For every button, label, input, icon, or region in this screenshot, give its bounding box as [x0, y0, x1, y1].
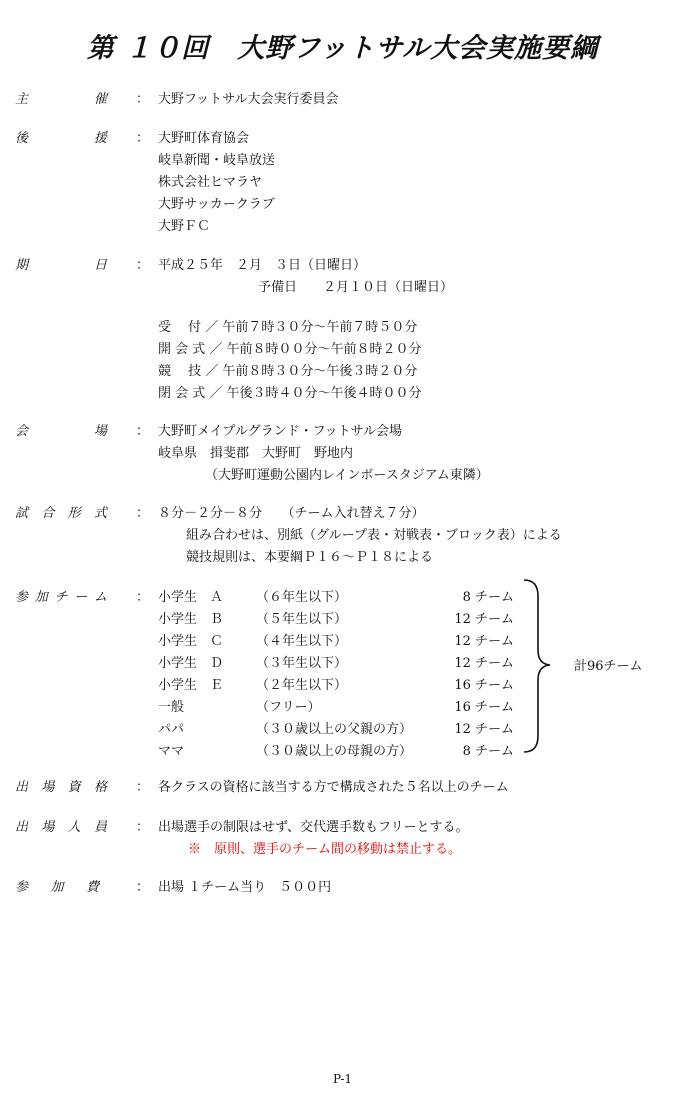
colon: ：: [136, 820, 150, 835]
venue-line: 岐阜県 揖斐郡 大野町 野地内: [158, 446, 354, 461]
schedule-line: 開 会 式 ／ 午前８時００分～午前８時２０分: [158, 342, 422, 357]
fee-value: 出場 １チーム当り ５００円: [158, 880, 332, 895]
brace-bracket: [520, 578, 564, 754]
date-reserve: 予備日 ２月１０日（日曜日）: [258, 280, 454, 295]
team-name: 小学生 Ｄ: [158, 656, 224, 671]
team-grade: （３年生以下）: [256, 656, 348, 671]
schedule-line: 閉 会 式 ／ 午後３時４０分～午後４時００分: [158, 386, 422, 401]
team-count: 12 チーム: [454, 656, 514, 671]
label-support: 後 援: [15, 131, 107, 146]
colon: ：: [136, 131, 150, 146]
colon: ：: [136, 880, 150, 895]
teams-total: 計96チーム: [574, 659, 643, 674]
team-count: 8 チーム: [462, 590, 514, 605]
colon: ：: [136, 92, 150, 107]
label-members: 出 場 人 員: [15, 820, 107, 835]
page-number: P-1: [332, 1072, 353, 1086]
format-line: 競技規則は、本要綱Ｐ１６～Ｐ１８による: [186, 550, 434, 565]
label-fee: 参 加 費: [15, 880, 99, 895]
team-count: 16 チーム: [454, 700, 514, 715]
colon: ：: [136, 424, 150, 439]
team-count: 12 チーム: [454, 612, 514, 627]
team-name: ママ: [158, 744, 185, 759]
date-main: 平成２５年 ２月 ３日（日曜日）: [158, 258, 367, 273]
page-title: 第 １０回 大野フットサル大会実施要綱: [86, 33, 599, 64]
team-grade: （３０歳以上の母親の方）: [256, 744, 413, 759]
team-count: 16 チーム: [454, 678, 514, 693]
team-grade: （６年生以下）: [256, 590, 348, 605]
label-date: 期 日: [15, 258, 107, 273]
team-grade: （４年生以下）: [256, 634, 348, 649]
venue-line: 大野町メイプルグランド・フットサル会場: [158, 424, 403, 439]
team-name: 小学生 Ｃ: [158, 634, 224, 649]
support-line: 大野町体育協会: [158, 131, 250, 146]
label-venue: 会 場: [15, 424, 107, 439]
colon: ：: [136, 590, 150, 605]
eligibility-value: 各クラスの資格に該当する方で構成された５名以上のチーム: [158, 780, 509, 795]
label-eligibility: 出 場 資 格: [15, 780, 107, 795]
format-line: 組み合わせは、別紙（グループ表・対戦表・ブロック表）による: [186, 528, 562, 543]
colon: ：: [136, 506, 150, 521]
team-name: 小学生 Ａ: [158, 590, 224, 605]
schedule-line: 競 技 ／ 午前８時３０分～午後３時２０分: [158, 364, 418, 379]
team-name: 一般: [158, 700, 185, 715]
host-value: 大野フットサル大会実行委員会: [158, 92, 339, 107]
support-line: 大野ＦＣ: [158, 219, 211, 234]
team-name: 小学生 Ｅ: [158, 678, 224, 693]
schedule-line: 受 付 ／ 午前７時３０分～午前７時５０分: [158, 320, 418, 335]
team-count: 12 チーム: [454, 634, 514, 649]
support-line: 大野サッカークラブ: [158, 197, 275, 212]
label-host: 主 催: [15, 92, 107, 107]
support-line: 岐阜新聞・岐阜放送: [158, 153, 276, 168]
format-line: ８分－２分－８分 （チーム入れ替え７分）: [158, 506, 425, 521]
team-grade: （フリー）: [256, 700, 321, 715]
team-grade: （５年生以下）: [256, 612, 348, 627]
colon: ：: [136, 258, 150, 273]
team-grade: （３０歳以上の父親の方）: [256, 722, 413, 737]
team-name: パパ: [158, 722, 185, 737]
colon: ：: [136, 780, 150, 795]
support-line: 株式会社ヒマラヤ: [158, 175, 263, 190]
team-name: 小学生 Ｂ: [158, 612, 224, 627]
team-count: 12 チーム: [454, 722, 514, 737]
members-value: 出場選手の制限はせず、交代選手数もフリーとする。: [158, 820, 469, 835]
label-format: 試 合 形 式: [15, 506, 107, 521]
members-note: ※ 原則、選手のチーム間の移動は禁止する。: [188, 842, 462, 857]
venue-line: （大野町運動公園内レインボースタジアム東隣）: [205, 468, 489, 483]
team-count: 8 チーム: [462, 744, 514, 759]
team-grade: （２年生以下）: [256, 678, 348, 693]
label-teams: 参 加 チ ー ム: [15, 590, 107, 605]
